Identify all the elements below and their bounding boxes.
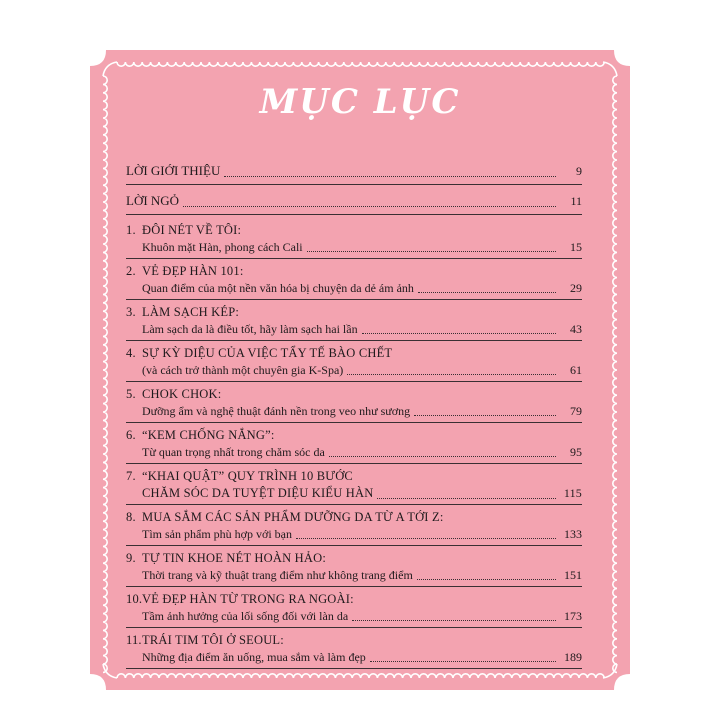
dot-leader xyxy=(347,374,556,375)
page-number: 173 xyxy=(564,609,582,623)
chapter-heading: ĐÔI NÉT VỀ TÔI: xyxy=(142,223,242,237)
page-number: 151 xyxy=(564,568,582,582)
page-number: 15 xyxy=(570,240,582,254)
chapter-number: 6. xyxy=(126,428,136,442)
dot-leader xyxy=(329,456,556,457)
subtitle-text: (và cách trở thành một chuyên gia K-Spa) xyxy=(142,363,344,377)
subtitle-text: Tầm ảnh hưởng của lối sống đối với làn da xyxy=(142,609,349,623)
chapter-entry xyxy=(126,345,582,379)
chapter-title xyxy=(126,304,582,321)
page-number: 11 xyxy=(570,194,582,208)
chapter-entry xyxy=(126,591,582,625)
page-number: 189 xyxy=(564,650,582,664)
chapter-number: 1. xyxy=(126,223,136,237)
dot-leader xyxy=(352,620,556,621)
page-number: 79 xyxy=(570,404,582,418)
dot-leader xyxy=(307,251,556,252)
chapter-title xyxy=(126,632,582,649)
chapter-subtitle xyxy=(126,239,582,256)
subtitle-text: Khuôn mặt Hàn, phong cách Cali xyxy=(142,240,303,254)
chapter-number: 11. xyxy=(126,633,142,647)
divider-line xyxy=(126,258,582,259)
chapter-title xyxy=(126,550,582,567)
chapter-heading: LÀM SẠCH KÉP: xyxy=(142,305,240,319)
page-number: 43 xyxy=(570,322,582,336)
subtitle-text: Dưỡng ẩm và nghệ thuật đánh nền trong veo như sương xyxy=(142,404,411,418)
chapter-subtitle xyxy=(126,444,582,461)
chapter-entry xyxy=(126,468,582,502)
divider-line xyxy=(126,668,582,669)
entry-label: LỜI GIỚI THIỆU xyxy=(126,163,221,178)
divider-line xyxy=(126,463,582,464)
chapter-subtitle xyxy=(126,567,582,584)
chapter-number: 10. xyxy=(126,592,143,606)
chapter-subtitle xyxy=(126,526,582,543)
divider-line xyxy=(126,627,582,628)
page-number: 61 xyxy=(570,363,582,377)
chapter-subtitle xyxy=(126,280,582,297)
chapter-heading: SỰ KỲ DIỆU CỦA VIỆC TẨY TẾ BÀO CHẾT xyxy=(142,346,393,360)
divider-line xyxy=(126,381,582,382)
chapter-title xyxy=(126,591,582,608)
chapter-subtitle xyxy=(126,362,582,379)
dot-leader xyxy=(370,661,556,662)
chapter-title xyxy=(126,509,582,526)
chapter-subtitle xyxy=(126,649,582,666)
page-number: 9 xyxy=(576,164,582,178)
chapter-number: 8. xyxy=(126,510,136,524)
divider-line xyxy=(126,340,582,341)
divider-line xyxy=(126,545,582,546)
subtitle-text: Những địa điểm ăn uống, mua sắm và làm đẹp xyxy=(142,650,366,664)
subtitle-text: Tìm sản phẩm phù hợp với bạn xyxy=(142,527,293,541)
front-entry xyxy=(126,192,582,210)
chapter-number: 3. xyxy=(126,305,136,319)
page-number: 29 xyxy=(570,281,582,295)
dot-leader xyxy=(418,292,556,293)
dot-leader xyxy=(414,415,556,416)
dot-leader xyxy=(183,206,556,207)
subtitle-text: Làm sạch da là điều tốt, hãy làm sạch hai lần xyxy=(142,322,358,336)
chapter-entry xyxy=(126,222,582,256)
chapter-subtitle xyxy=(126,403,582,420)
chapter-title xyxy=(126,222,582,239)
chapter-heading-cont: CHĂM SÓC DA TUYỆT DIỆU KIỂU HÀN xyxy=(142,486,374,500)
page-number: 133 xyxy=(564,527,582,541)
entry-label: LỜI NGỎ xyxy=(126,193,180,208)
chapter-entry xyxy=(126,427,582,461)
chapter-entry xyxy=(126,304,582,338)
chapter-heading: MUA SẮM CÁC SẢN PHẨM DƯỠNG DA TỪ A TỚI Z: xyxy=(142,510,444,524)
divider-line xyxy=(126,299,582,300)
chapter-entry xyxy=(126,632,582,666)
front-entry xyxy=(126,162,582,180)
divider-line xyxy=(126,214,582,215)
divider-line xyxy=(126,184,582,185)
chapter-heading: VẺ ĐẸP HÀN TỪ TRONG RA NGOÀI: xyxy=(142,592,354,606)
subtitle-text: Thời trang và kỹ thuật trang điểm như không trang điểm xyxy=(142,568,413,582)
page-title: MỤC LỤC xyxy=(259,82,461,122)
page-number: 95 xyxy=(570,445,582,459)
chapter-title xyxy=(126,468,582,485)
dot-leader xyxy=(377,498,556,499)
chapter-entry xyxy=(126,386,582,420)
dot-leader xyxy=(362,333,556,334)
chapter-title xyxy=(126,386,582,403)
divider-line xyxy=(126,422,582,423)
chapter-subtitle xyxy=(126,321,582,338)
divider-line xyxy=(126,586,582,587)
dot-leader xyxy=(417,579,556,580)
chapter-subtitle xyxy=(126,608,582,625)
chapter-entry xyxy=(126,263,582,297)
chapter-heading: TỰ TIN KHOE NÉT HOÀN HẢO: xyxy=(142,551,327,565)
chapter-number: 4. xyxy=(126,346,136,360)
chapter-heading: VẺ ĐẸP HÀN 101: xyxy=(142,264,244,278)
page-number: 115 xyxy=(563,486,582,500)
dot-leader xyxy=(296,538,556,539)
chapter-number: 9. xyxy=(126,551,136,565)
chapter-heading: CHOK CHOK: xyxy=(142,387,222,401)
chapter-entry xyxy=(126,509,582,543)
chapter-title xyxy=(126,263,582,280)
chapter-title xyxy=(126,345,582,362)
dot-leader xyxy=(224,176,556,177)
chapter-number: 7. xyxy=(126,469,136,483)
subtitle-text: Từ quan trọng nhất trong chăm sóc da xyxy=(142,445,325,459)
chapter-heading: TRÁI TIM TÔI Ở SEOUL: xyxy=(142,633,284,647)
chapter-number: 5. xyxy=(126,387,136,401)
chapter-heading: “KHAI QUẬT” QUY TRÌNH 10 BƯỚC xyxy=(142,469,353,483)
chapter-heading: “KEM CHỐNG NẮNG”: xyxy=(142,428,275,442)
chapter-entry xyxy=(126,550,582,584)
chapter-title-line2 xyxy=(126,485,582,502)
chapter-title xyxy=(126,427,582,444)
chapter-number: 2. xyxy=(126,264,136,278)
divider-line xyxy=(126,504,582,505)
subtitle-text: Quan điểm của một nền văn hóa bị chuyện da dẻ ám ảnh xyxy=(142,281,414,295)
